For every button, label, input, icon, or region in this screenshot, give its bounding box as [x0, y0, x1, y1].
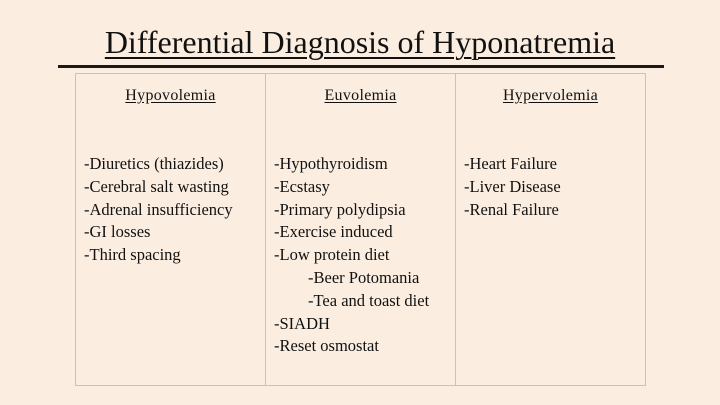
cause-item: -GI losses: [84, 222, 151, 242]
cause-list: [274, 153, 429, 358]
cause-item: -Exercise induced: [274, 222, 393, 242]
column-hypovolemia: [76, 74, 266, 385]
cause-item: -Heart Failure: [464, 154, 557, 173]
cause-item: -Reset osmostat: [274, 336, 379, 356]
cause-list: [464, 153, 561, 221]
cause-item: -Third spacing: [84, 245, 181, 265]
cause-item: -Ecstasy: [274, 176, 330, 196]
cause-item: -Diuretics (thiazides): [84, 154, 224, 173]
cause-item: -Primary polydipsia: [274, 199, 406, 219]
slide-title: Differential Diagnosis of Hyponatremia: [104, 24, 616, 60]
cause-item: -Cerebral salt wasting: [84, 176, 229, 196]
diagnosis-table: [75, 73, 646, 386]
cause-subitem: -Beer Potomania: [308, 267, 420, 287]
column-heading: Hypovolemia: [125, 87, 216, 104]
cause-item: -Hypothyroidism: [274, 154, 388, 173]
column-euvolemia: [266, 74, 456, 385]
cause-item: -Adrenal insufficiency: [84, 199, 233, 219]
column-hypervolemia: [456, 74, 645, 385]
cause-item: -Renal Failure: [464, 199, 559, 219]
cause-list: [84, 153, 233, 267]
column-heading: Hypervolemia: [502, 87, 599, 104]
cause-item: -Liver Disease: [464, 176, 561, 196]
column-heading: Euvolemia: [324, 87, 397, 104]
cause-item: -Low protein diet: [274, 245, 390, 265]
cause-item: -SIADH: [274, 313, 330, 333]
cause-subitem: -Tea and toast diet: [308, 290, 430, 310]
title-rule: [58, 65, 664, 68]
